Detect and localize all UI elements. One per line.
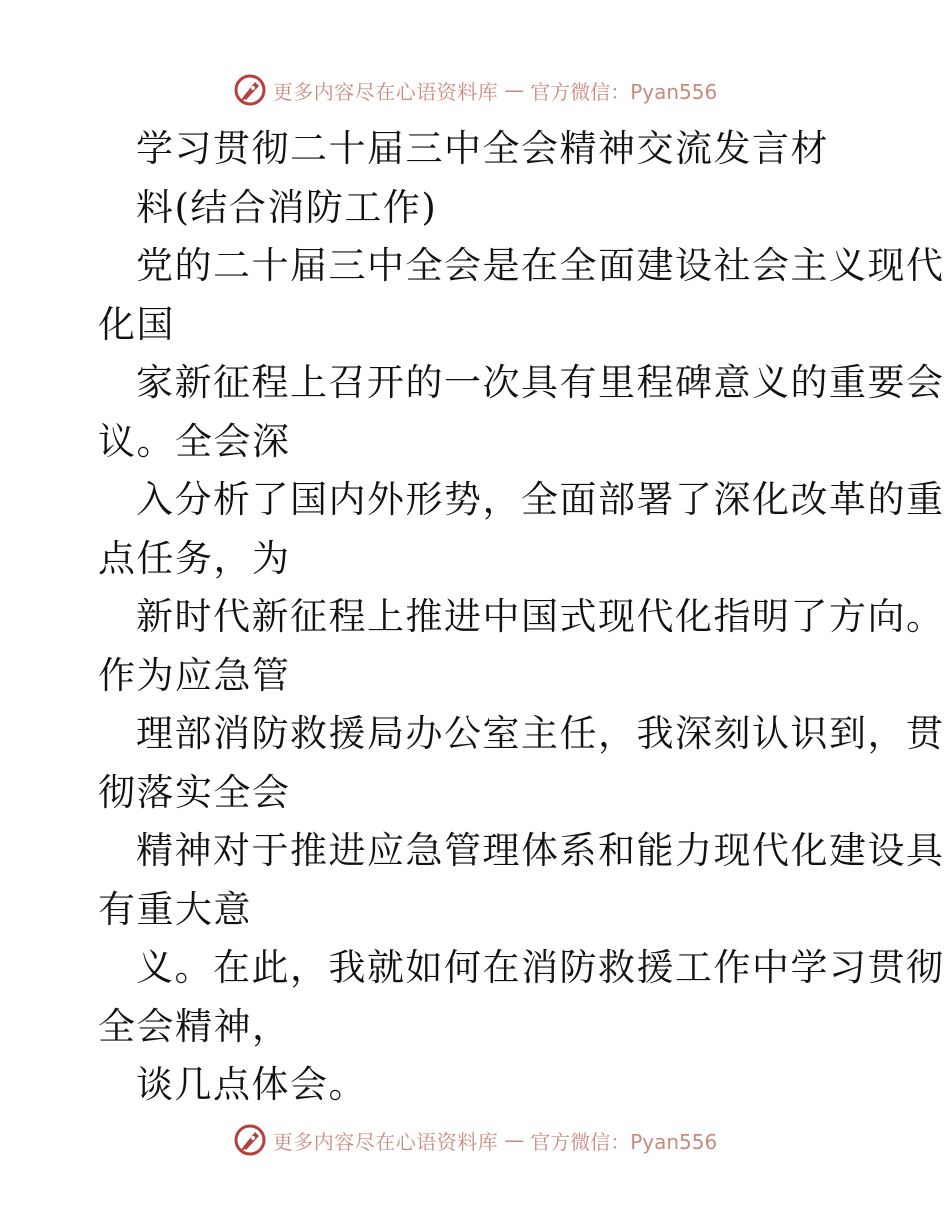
document-line: 有重大意: [98, 887, 252, 931]
watermark-contact: 官方微信：Pyan556: [530, 1129, 718, 1154]
document-line: 议。全会深: [98, 419, 291, 463]
header-watermark: [0, 70, 950, 110]
watermark-text: 更多内容尽在心语资料库: [272, 1129, 499, 1154]
document-line: 化国: [98, 302, 175, 346]
document-line: 理部消防救援局办公室主任，我深刻认识到，贯: [136, 712, 945, 755]
watermark-separator: —: [504, 78, 525, 102]
document-line: 点任务，为: [98, 536, 291, 580]
document-line: 作为应急管: [98, 653, 291, 697]
watermark-contact: 官方微信：Pyan556: [530, 79, 718, 104]
document-line: 全会精神，: [98, 1004, 291, 1048]
footer-watermark: [0, 1120, 950, 1160]
document-line: 入分析了国内外形势，全面部署了深化改革的重: [136, 478, 945, 521]
document-line: 彻落实全会: [98, 770, 291, 814]
document-line: 学习贯彻二十届三中全会精神交流发言材: [136, 127, 829, 170]
document-body: [98, 120, 945, 1115]
document-line: 谈几点体会。: [136, 1063, 367, 1106]
document-line: 精神对于推进应急管理体系和能力现代化建设具: [136, 829, 945, 872]
pen-nib-logo-icon: [233, 73, 267, 107]
document-line: 家新征程上召开的一次具有里程碑意义的重要会: [136, 361, 945, 404]
watermark-text: 更多内容尽在心语资料库: [272, 79, 499, 104]
pen-nib-logo-icon: [233, 1123, 267, 1157]
document-line: 义。在此，我就如何在消防救援工作中学习贯彻: [136, 946, 945, 989]
document-line: 新时代新征程上推进中国式现代化指明了方向。: [136, 595, 945, 638]
document-line: 党的二十届三中全会是在全面建设社会主义现代: [136, 244, 945, 287]
document-line: 料(结合消防工作): [136, 185, 438, 229]
watermark-separator: —: [504, 1128, 525, 1152]
